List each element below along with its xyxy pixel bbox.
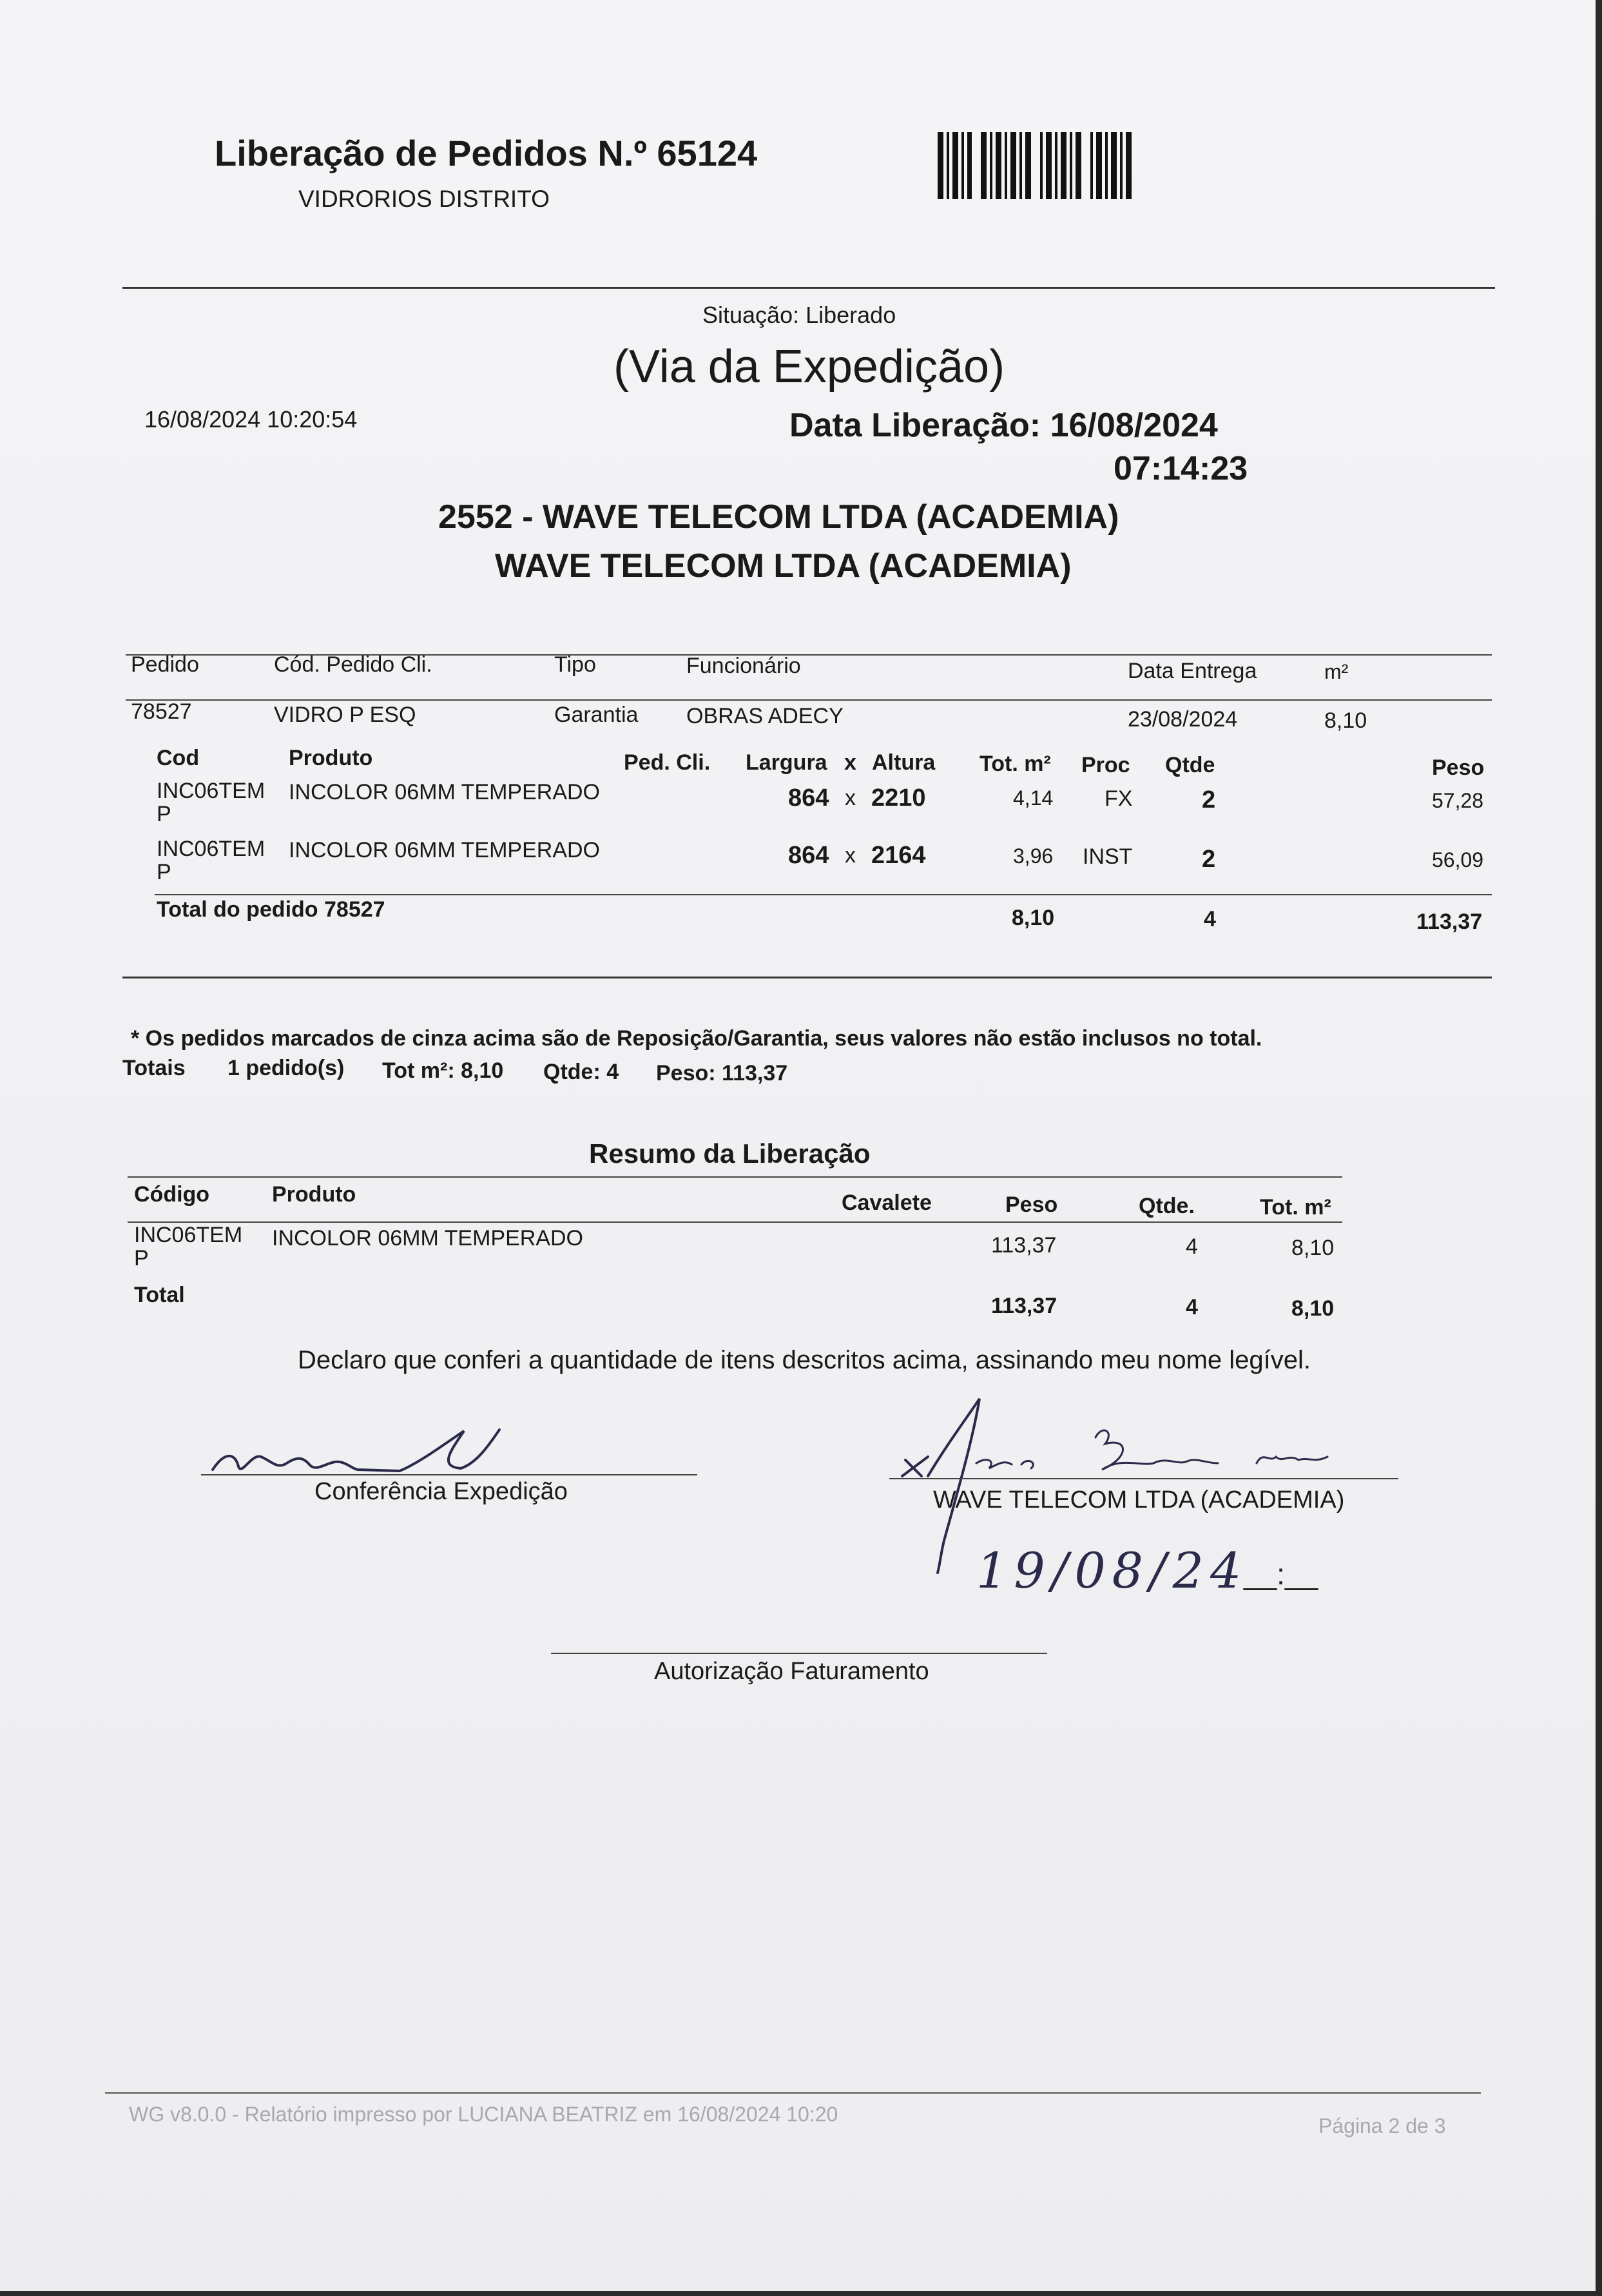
pedido-cod-cli: VIDRO P ESQ	[274, 703, 416, 727]
item-col-proc: Proc	[1081, 753, 1130, 777]
footer-line	[105, 2092, 1481, 2094]
cliente-line-2: WAVE TELECOM LTDA (ACADEMIA)	[495, 547, 1072, 585]
col-tipo: Tipo	[554, 652, 596, 677]
resumo-codigo-suffix: P	[134, 1246, 149, 1270]
item-x: x	[845, 843, 856, 868]
item-col-qtde: Qtde	[1165, 753, 1215, 777]
nota-reposicao: * Os pedidos marcados de cinza acima são de Reposição/Garantia, seus valores não estão inclusos no total.	[131, 1026, 1262, 1051]
item-peso: 56,09	[1432, 848, 1484, 871]
resumo-title: Resumo da Liberação	[589, 1138, 871, 1169]
item-largura: 864	[788, 784, 829, 812]
table-header-line	[126, 699, 1492, 701]
item-proc: INST	[1083, 844, 1133, 869]
item-col-ped-cli: Ped. Cli.	[624, 750, 711, 775]
resumo-top-line	[128, 1176, 1342, 1178]
resumo-col-produto: Produto	[272, 1182, 356, 1207]
totais-label: Totais	[122, 1056, 186, 1080]
item-col-produto: Produto	[289, 746, 373, 770]
resumo-total-peso: 113,37	[991, 1294, 1057, 1318]
col-m2: m²	[1324, 660, 1349, 683]
pedido-tipo: Garantia	[554, 703, 639, 727]
totais-m2: Tot m²: 8,10	[382, 1058, 504, 1083]
item-tot-m2: 3,96	[1013, 844, 1054, 868]
item-produto: INCOLOR 06MM TEMPERADO	[289, 780, 601, 804]
resumo-peso: 113,37	[991, 1233, 1057, 1258]
cliente-signature-label: WAVE TELECOM LTDA (ACADEMIA)	[933, 1486, 1345, 1513]
resumo-col-tot-m2: Tot. m²	[1260, 1195, 1331, 1220]
footer-page-number: Página 2 de 3	[1318, 2114, 1446, 2137]
item-peso: 57,28	[1432, 789, 1484, 812]
resumo-header-line	[128, 1221, 1342, 1223]
resumo-col-qtde: Qtde.	[1139, 1194, 1195, 1218]
item-produto: INCOLOR 06MM TEMPERADO	[289, 838, 601, 862]
item-tot-m2: 4,14	[1013, 786, 1054, 810]
handwritten-date: 19/08/24	[976, 1542, 1248, 1599]
item-col-altura: Altura	[872, 750, 936, 775]
item-qtde: 2	[1202, 786, 1216, 813]
conferencia-label: Conferência Expedição	[314, 1478, 568, 1505]
total-pedido-label: Total do pedido 78527	[157, 897, 385, 922]
item-x: x	[845, 786, 856, 810]
resumo-qtde: 4	[1186, 1234, 1198, 1259]
declaracao-text: Declaro que conferi a quantidade de itens descritos acima, assinando meu nome legível.	[298, 1346, 1311, 1374]
hora-liberacao: 07:14:23	[1114, 450, 1248, 487]
resumo-total-tot-m2: 8,10	[1291, 1296, 1335, 1321]
data-liberacao: Data Liberação: 16/08/2024	[789, 407, 1218, 444]
resumo-col-codigo: Código	[134, 1182, 210, 1207]
item-cod: INC06TEM	[157, 779, 265, 803]
item-qtde: 2	[1202, 846, 1216, 873]
totais-peso: Peso: 113,37	[656, 1061, 788, 1085]
item-cod-suffix: P	[157, 860, 171, 884]
autorizacao-label: Autorização Faturamento	[654, 1658, 929, 1685]
situacao-label: Situação: Liberado	[702, 302, 896, 328]
company-name: VIDRORIOS DISTRITO	[298, 186, 550, 212]
barcode	[938, 132, 1181, 199]
item-col-cod: Cod	[157, 746, 200, 770]
section-divider	[122, 977, 1492, 978]
scan-edge-bottom	[0, 2291, 1602, 2296]
resumo-col-cavalete: Cavalete	[842, 1191, 932, 1215]
print-timestamp: 16/08/2024 10:20:54	[144, 406, 358, 433]
item-col-tot-m2: Tot. m²	[980, 752, 1051, 776]
footer-print-info: WG v8.0.0 - Relatório impresso por LUCIANA BEATRIZ em 16/08/2024 10:20	[129, 2103, 838, 2126]
resumo-produto: INCOLOR 06MM TEMPERADO	[272, 1226, 584, 1250]
item-col-x: x	[844, 750, 856, 775]
col-data-entrega: Data Entrega	[1128, 659, 1257, 683]
cliente-line-1: 2552 - WAVE TELECOM LTDA (ACADEMIA)	[438, 498, 1119, 536]
col-cod-pedido-cli: Cód. Pedido Cli.	[274, 652, 432, 677]
item-col-largura: Largura	[746, 750, 827, 775]
document-title: Liberação de Pedidos N.º 65124	[215, 133, 758, 173]
col-pedido: Pedido	[131, 652, 199, 677]
item-proc: FX	[1105, 786, 1133, 811]
item-col-peso: Peso	[1432, 755, 1485, 780]
scan-edge-right	[1596, 0, 1602, 2296]
col-funcionario: Funcionário	[686, 654, 801, 678]
item-altura: 2210	[871, 784, 926, 812]
total-line	[155, 894, 1492, 895]
total-pedido-peso: 113,37	[1416, 910, 1483, 934]
totais-qtde: Qtde: 4	[543, 1060, 619, 1084]
item-altura: 2164	[871, 842, 926, 869]
resumo-codigo: INC06TEM	[134, 1223, 243, 1247]
pedido-data-entrega: 23/08/2024	[1128, 707, 1238, 732]
item-cod: INC06TEM	[157, 837, 265, 861]
total-pedido-qtde: 4	[1204, 907, 1216, 931]
via-label: (Via da Expedição)	[613, 341, 1005, 393]
totais-pedidos: 1 pedido(s)	[227, 1056, 345, 1080]
pedido-funcionario: OBRAS ADECY	[686, 704, 844, 728]
cliente-signature-line	[889, 1478, 1398, 1479]
resumo-col-peso: Peso	[1005, 1192, 1058, 1217]
resumo-total-qtde: 4	[1186, 1295, 1198, 1319]
resumo-total-label: Total	[134, 1283, 185, 1307]
time-blank: __:__	[1244, 1557, 1318, 1591]
resumo-tot-m2: 8,10	[1291, 1236, 1335, 1260]
total-pedido-m2: 8,10	[1012, 906, 1055, 930]
pedido-m2: 8,10	[1324, 708, 1367, 733]
item-cod-suffix: P	[157, 802, 171, 826]
autorizacao-signature-line	[551, 1653, 1047, 1654]
pedido-number: 78527	[131, 699, 192, 724]
header-divider	[122, 287, 1495, 289]
item-largura: 864	[788, 842, 829, 869]
conferencia-signature-line	[201, 1474, 697, 1475]
